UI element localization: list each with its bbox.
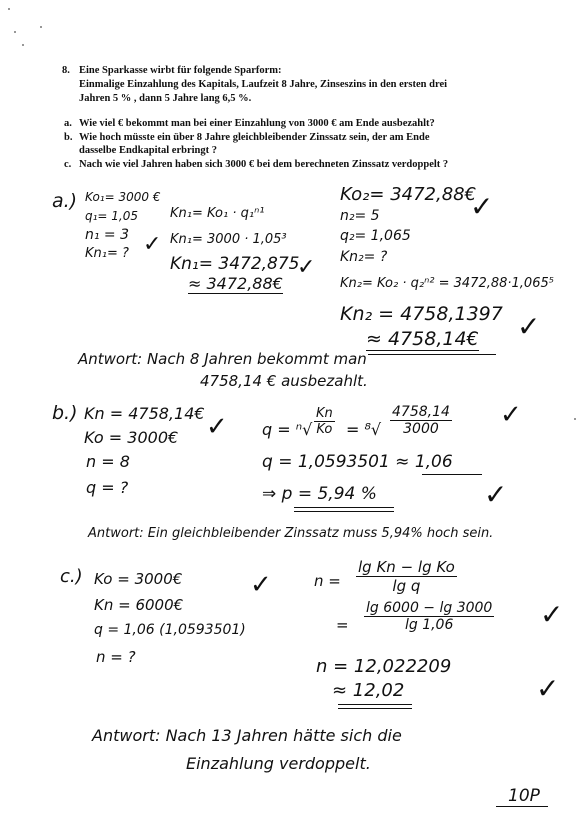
question-b-text2: dasselbe Endkapital erbringt ? xyxy=(79,145,217,156)
c-answer-line2: Einzahlung verdoppelt. xyxy=(186,754,371,773)
b-formula-eq: = ⁸√ xyxy=(346,420,382,439)
a-right-result: Kn₂ = 4758,1397 xyxy=(340,303,503,325)
a-k01: Ko₁= 3000 € xyxy=(85,190,161,204)
a-formula-2: Kn₁= 3000 · 1,05³ xyxy=(170,232,287,247)
solution-a-label: a.) xyxy=(52,190,78,212)
b-n: n = 8 xyxy=(86,452,130,471)
b-box-underline xyxy=(294,507,394,508)
b-frac-den2: 3000 xyxy=(403,421,439,437)
c-n-rounded: ≈ 12,02 xyxy=(332,680,405,701)
check-mark: ✓ xyxy=(297,255,316,280)
c-kn: Kn = 6000€ xyxy=(94,596,184,614)
a-n1: n₁ = 3 xyxy=(85,227,130,243)
score-underline xyxy=(496,806,548,807)
c-frac-num2: lg 6000 − lg 3000 xyxy=(366,600,493,616)
check-mark: ✓ xyxy=(540,598,564,631)
a-double-underline xyxy=(368,354,496,355)
a-right-n2: n₂= 5 xyxy=(340,208,380,224)
c-frac-den2: lg 1,06 xyxy=(404,617,454,633)
c-ko: Ko = 3000€ xyxy=(94,570,183,588)
question-a-text: Wie viel € bekommt man bei einer Einzahlung von 3000 € am Ende ausbezahlt? xyxy=(79,118,435,129)
a-right-q2: q₂= 1,065 xyxy=(340,228,411,244)
scan-speck xyxy=(14,31,16,33)
a-right-k02: Ko₂= 3472,88€ xyxy=(340,184,477,205)
scan-speck xyxy=(8,8,10,10)
check-mark: ✓ xyxy=(484,478,508,511)
a-formula-4: ≈ 3472,88€ xyxy=(188,274,283,293)
scan-speck xyxy=(40,26,42,28)
solution-c-label: c.) xyxy=(60,566,83,587)
scan-speck xyxy=(574,418,576,420)
a-formula-3: Kn₁= 3472,875 xyxy=(170,254,300,274)
a-right-rounded: ≈ 4758,14€ xyxy=(366,328,479,350)
b-frac-den1: Ko xyxy=(316,422,333,437)
c-n-value: n = 12,022209 xyxy=(316,656,452,677)
b-formula-3: ⇒ p = 5,94 % xyxy=(262,484,377,504)
a-q1: q₁= 1,05 xyxy=(85,209,139,223)
c-eq2: = xyxy=(336,616,349,634)
c-frac-num1: lg Kn − lg Ko xyxy=(358,558,455,576)
task-intro-line1: Eine Sparkasse wirbt für folgende Sparform: xyxy=(79,65,282,76)
scan-speck xyxy=(22,44,24,46)
b-fraction-numeric xyxy=(390,404,452,437)
c-answer-line1: Antwort: Nach 13 Jahren hätte sich die xyxy=(92,726,402,745)
solution-b-label: b.) xyxy=(52,402,78,424)
a-answer-line2: 4758,14 € ausbezahlt. xyxy=(200,372,368,390)
check-mark: ✓ xyxy=(517,310,541,343)
check-mark: ✓ xyxy=(206,412,228,442)
b-formula-2: q = 1,0593501 ≈ 1,06 xyxy=(262,452,453,472)
b-kn: Kn = 4758,14€ xyxy=(84,404,205,423)
a-kn1: Kn₁= ? xyxy=(85,246,129,261)
c-underline-2 xyxy=(338,708,412,709)
b-frac-num2: 4758,14 xyxy=(392,404,450,420)
check-mark: ✓ xyxy=(250,570,272,600)
a-answer-line1: Antwort: Nach 8 Jahren bekommt man xyxy=(78,350,367,368)
check-mark: ✓ xyxy=(500,400,522,430)
c-underline-1 xyxy=(338,704,412,705)
b-answer: Antwort: Ein gleichbleibender Zinssatz muss 5,94% hoch sein. xyxy=(88,526,494,541)
a-formula-1: Kn₁= Ko₁ · q₁ⁿ¹ xyxy=(170,206,265,221)
question-a-label: a. xyxy=(64,118,72,129)
score-mark: 10P xyxy=(508,786,540,806)
b-formula-lhs: q = ⁿ√ xyxy=(262,420,313,439)
c-fraction-numeric xyxy=(364,600,494,633)
b-box-underline-2 xyxy=(294,511,394,512)
c-n: n = ? xyxy=(96,648,136,666)
check-mark: ✓ xyxy=(143,232,162,257)
b-ko: Ko = 3000€ xyxy=(84,428,179,447)
task-intro-line2: Einmalige Einzahlung des Kapitals, Laufzeit 8 Jahre, Zinseszins in den ersten drei xyxy=(79,79,448,90)
c-q: q = 1,06 (1,0593501) xyxy=(94,622,246,638)
b-underline xyxy=(422,474,482,475)
b-fraction-symbolic xyxy=(314,406,335,437)
c-fraction-symbolic xyxy=(356,558,457,595)
check-mark: ✓ xyxy=(536,672,560,705)
question-b-label: b. xyxy=(64,132,73,143)
a-right-kn2: Kn₂= ? xyxy=(340,249,388,265)
question-c-label: c. xyxy=(64,159,72,170)
check-mark: ✓ xyxy=(470,190,494,223)
c-frac-den1: lg q xyxy=(392,577,421,595)
task-number: 8. xyxy=(62,65,70,76)
a-right-formula: Kn₂= Ko₂ · q₂ⁿ² = 3472,88·1,065⁵ xyxy=(340,276,554,291)
b-q: q = ? xyxy=(86,478,129,497)
task-intro-line3: Jahren 5 % , dann 5 Jahre lang 6,5 %. xyxy=(79,93,252,104)
question-b-text1: Wie hoch müsste ein über 8 Jahre gleichbleibender Zinssatz sein, der am Ende xyxy=(79,132,430,143)
c-n-lhs: n = xyxy=(314,572,341,590)
b-frac-num1: Kn xyxy=(316,406,333,421)
question-c-text: Nach wie viel Jahren haben sich 3000 € bei dem berechneten Zinssatz verdoppelt ? xyxy=(79,159,449,170)
